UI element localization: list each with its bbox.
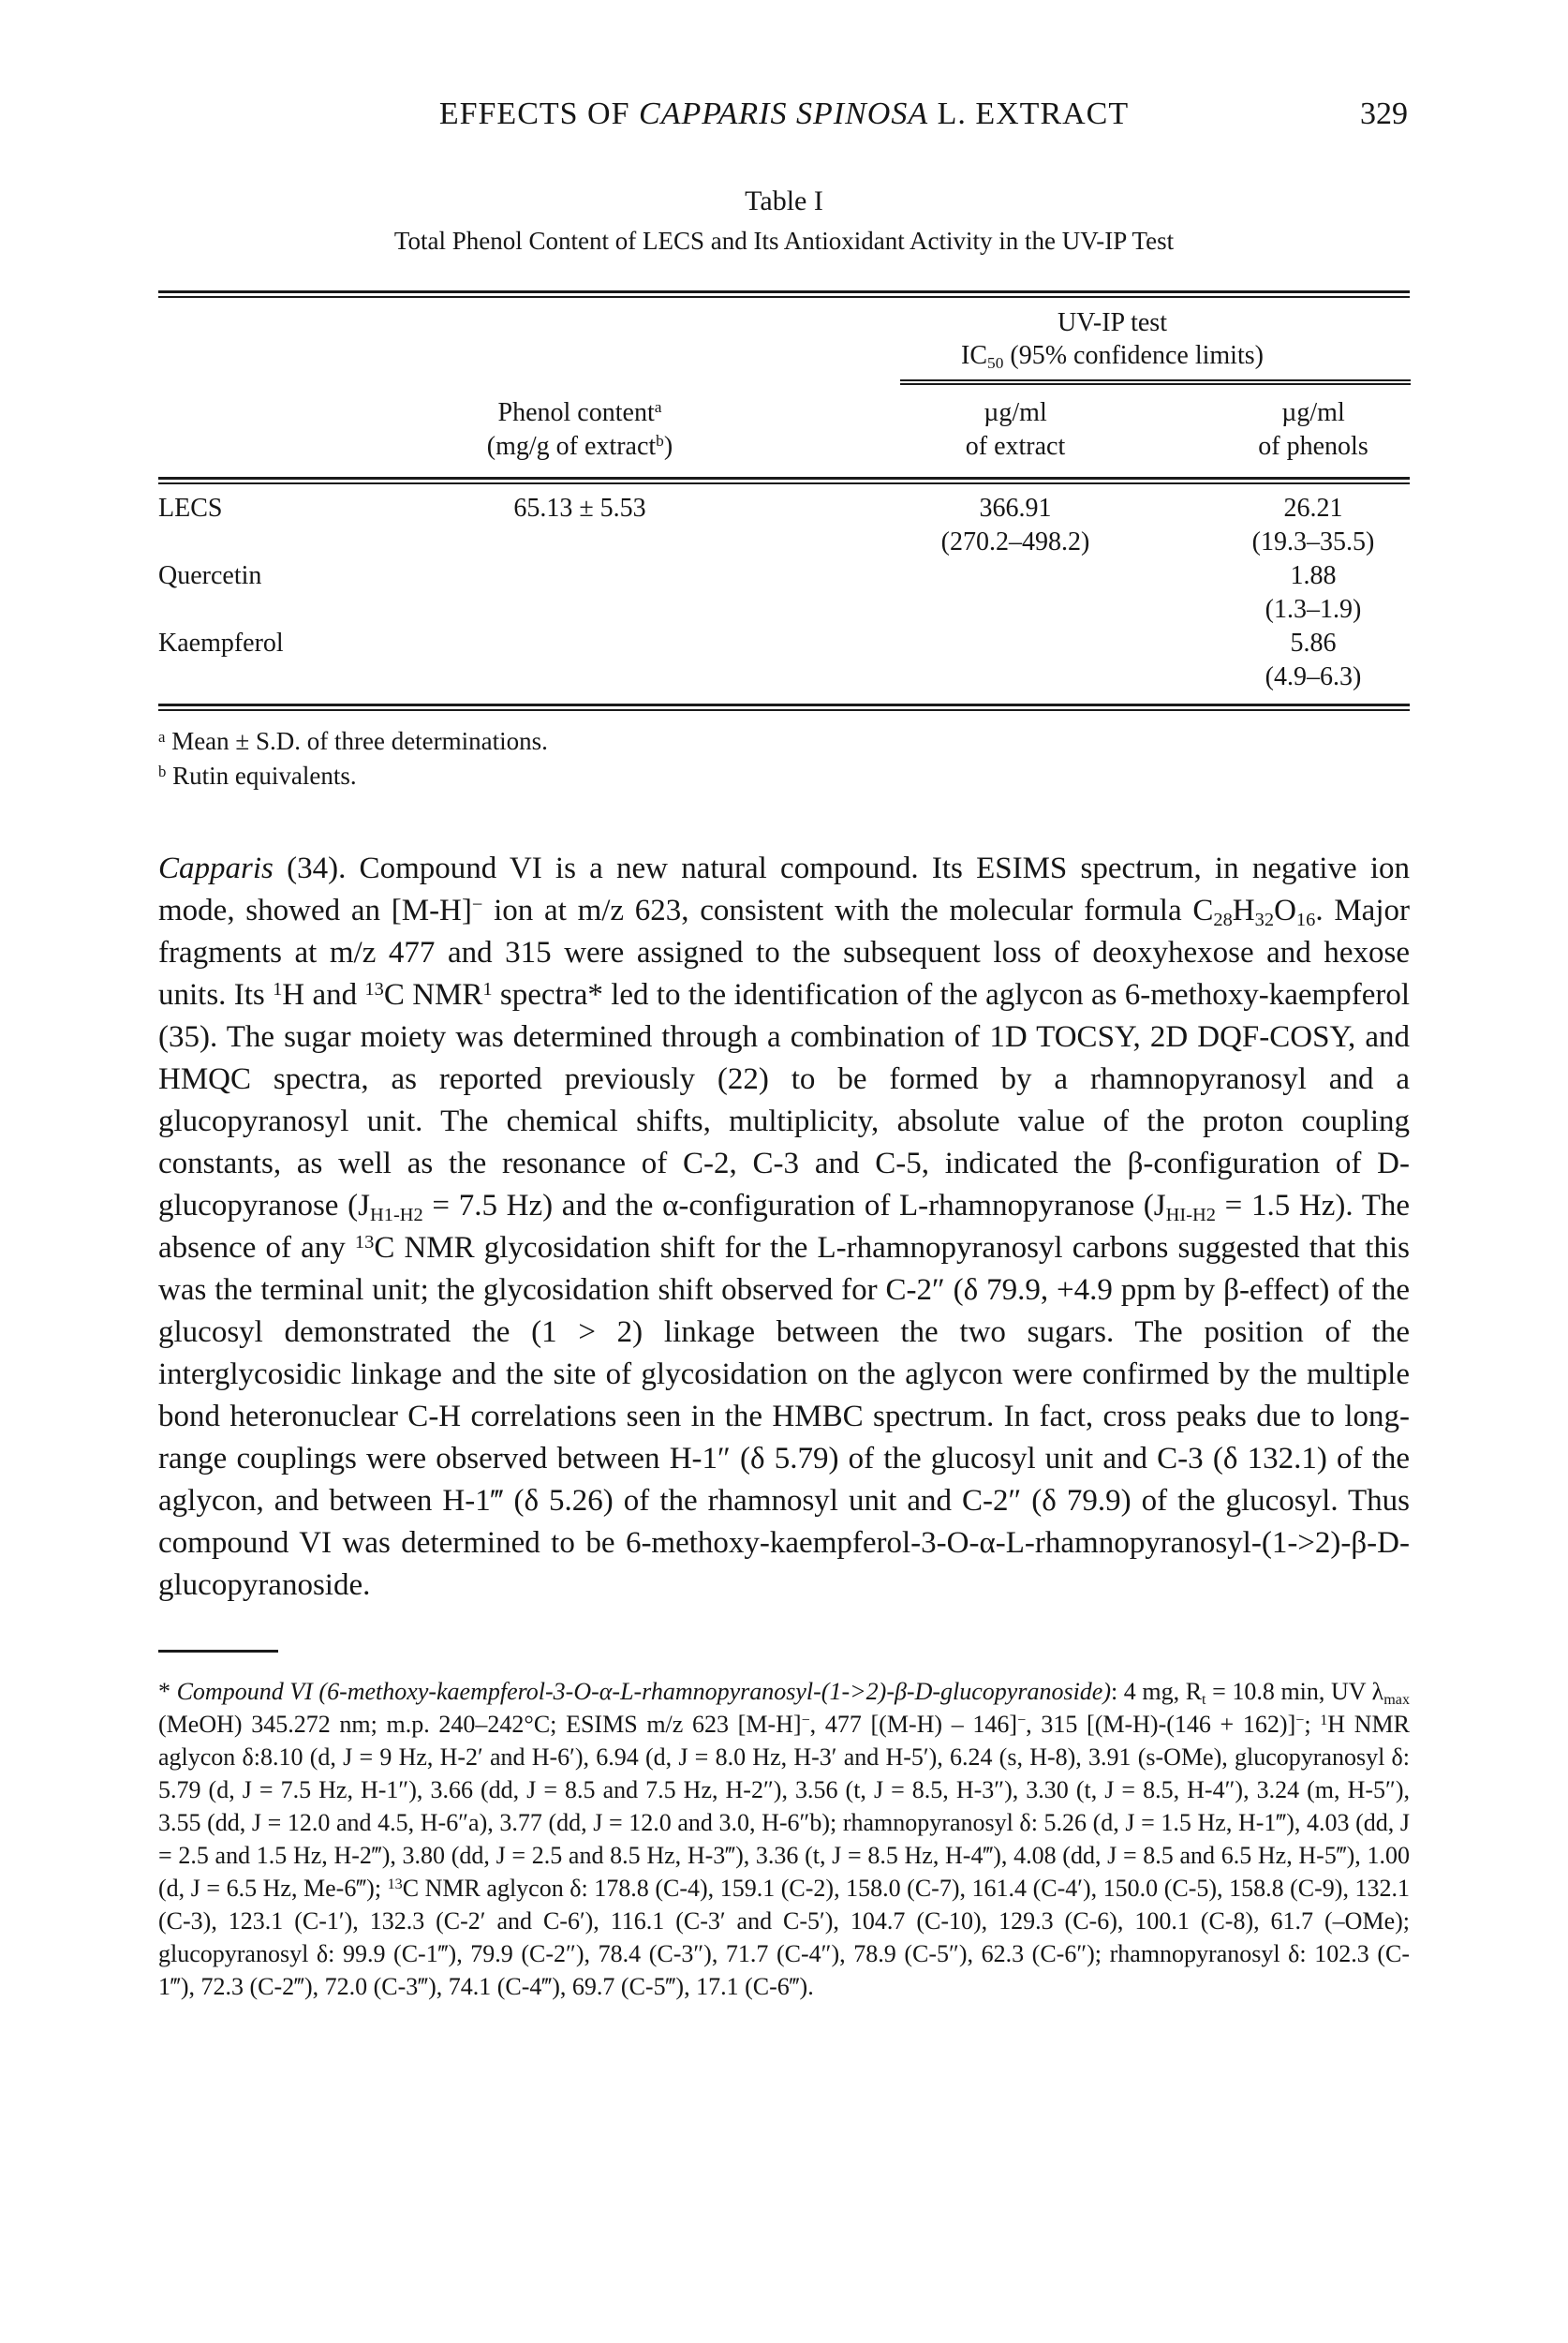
- row-ic50-phenols: [1217, 627, 1410, 694]
- table-row: [158, 559, 1410, 627]
- row-name: Quercetin: [158, 561, 262, 590]
- span-header-ic50: IC50 (95% confidence limits): [961, 341, 1264, 373]
- table-row: [158, 627, 1410, 694]
- row-ic50-extract: [814, 559, 1217, 627]
- column-header-phenol-content: [346, 396, 814, 464]
- ic50-extract-value: 366.91: [979, 494, 1052, 523]
- table-caption: Total Phenol Content of LECS and Its Antioxidant Activity in the UV-IP Test: [393, 227, 1175, 255]
- table-body: [158, 484, 1410, 704]
- table-header-rule: [158, 477, 1410, 484]
- table-footnote-a: $^a$ Mean ± S.D. of three determinations.: [158, 727, 548, 755]
- footnote-paragraph: * Compound VI (6-methoxy-kaempferol-3-O-α-L-rhamnopyranosyl-(1->2)-β-D-glucopyranoside): 4 mg, Rt = 10.8 min, UV λmax (MeOH) 345.272 nm; m.p. 240–242°C; ESIMS m/z 623 [M-H]−, 477 [(M-H) – 146]−, 315 [(M-H)-(146 + 162)]−; $^1$H NMR aglycon δ:8.10 (d, J = 9 Hz, H-2′ and H-6′), 6.94 (d, J = 8.0 Hz, H-3′ and H-5′), 6.24 (s, H-8), 3.91 (s-OMe), glucopyranosyl δ: 5.79 (d, J = 7.5 Hz, H-1″), 3.66 (dd, J = 8.5 and 7.5 Hz, H-2″), 3.56 (t, J = 8.5, H-3″), 3.30 (t, J = 8.5, H-4″), 3.24 (m, H-5″), 3.55 (dd, J = 12.0 and 4.5, H-6″a), 3.77 (dd, J = 12.0 and 3.0, H-6″b); rhamnopyranosyl δ: 5.26 (d, J = 1.5 Hz, H-1‴), 4.03 (dd, J = 2.5 and 1.5 Hz, H-2‴), 3.80 (dd, J = 2.5 and 8.5 Hz, H-3‴), 3.36 (t, J = 8.5 Hz, H-4‴), 4.08 (dd, J = 8.5 and 6.5 Hz, H-5‴), 1.00 (d, J = 6.5 Hz, Me-6‴); $^{13}$C NMR aglycon δ: 178.8 (C-4), 159.1 (C-2), 158.0 (C-7), 161.4 (C-4′), 150.0 (C-5), 158.8 (C-9), 132.1 (C-3), 123.1 (C-1′), 132.3 (C-2′ and C-6′), 116.1 (C-3′ and C-5′), 104.7 (C-10), 129.3 (C-6), 100.1 (C-8), 61.7 (–OMe); glucopyranosyl δ: 99.9 (C-1‴), 79.9 (C-2″), 78.4 (C-3″), 71.7 (C-4″), 78.9 (C-5″), 62.3 (C-6″); rhamnopyranosyl δ: 102.3 (C-1‴), 72.3 (C-2‴), 72.0 (C-3‴), 74.1 (C-4‴), 69.7 (C-5‴), 17.1 (C-6‴).: [158, 1678, 1411, 2000]
- ic50-extract-ci: (270.2–498.2): [940, 527, 1090, 556]
- table-bottom-rule: [158, 704, 1410, 711]
- column-header-ugml-phenols: [1217, 396, 1410, 464]
- row-phenol-content: 65.13 ± 5.53: [513, 494, 646, 523]
- body-paragraph: Capparis (34). Compound VI is a new natural compound. Its ESIMS spectrum, in negative ion mode, showed an [M-H]− ion at m/z 623, consistent with the molecular formula C28H32O16. Major fragments at m/z 477 and 315 were assigned to the subsequent loss of deoxyhexose and hexose units. Its $^1$H and $^{13}$C NMR$^1$ spectra* led to the identification of the aglycon as 6-methoxy-kaempferol (35). The sugar moiety was determined through a combination of 1D TOCSY, 2D DQF-COSY, and HMQC spectra, as reported previously (22) to be formed by a rhamnopyranosyl and a glucopyranosyl unit. The chemical shifts, multiplicity, absolute value of the proton coupling constants, as well as the resonance of C-2, C-3 and C-5, indicated the β-configuration of D-glucopyranose (JH1-H2 = 7.5 Hz) and the α-configuration of L-rhamnopyranose (JHI-H2 = 1.5 Hz). The absence of any $^{13}$C NMR glycosidation shift for the L-rhamnopyranosyl carbons suggested that this was the terminal unit; the glycosidation shift observed for C-2″ (δ 79.9, +4.9 ppm by β-effect) of the glucosyl demonstrated the (1 > 2) linkage between the two sugars. The position of the interglycosidic linkage and the site of glycosidation on the aglycon were confirmed by the multiple bond heteronuclear C-H correlations seen in the HMBC spectrum. In fact, cross peaks due to long-range couplings were observed between H-1″ (δ 5.79) of the glucosyl unit and C-3 (δ 132.1) of the aglycon, and between H-1‴ (δ 5.26) of the rhamnosyl unit and C-2″ (δ 79.9) of the glucosyl. Thus compound VI was determined to be 6-methoxy-kaempferol-3-O-α-L-rhamnopyranosyl-(1->2)-β-D-glucopyranoside.: [158, 852, 1410, 1602]
- table: [158, 290, 1410, 711]
- ic50-phenols-value: 1.88: [1290, 561, 1337, 590]
- page-number: 329: [1360, 96, 1408, 131]
- ic50-phenols-ci: (19.3–35.5): [1251, 527, 1375, 556]
- row-name: Kaempferol: [158, 629, 284, 658]
- table-section: [158, 184, 1410, 793]
- table-row: [158, 492, 1410, 559]
- column-header-phenol-line2: (mg/g of extract$^b$): [486, 432, 673, 461]
- column-header-ugml-extract: [814, 396, 1217, 464]
- table-column-headers: [158, 385, 1410, 477]
- span-header-test-name: UV-IP test: [1058, 308, 1167, 337]
- column-header-extract-line1: µg/ml: [984, 398, 1047, 427]
- ic50-phenols-value: 5.86: [1290, 629, 1337, 658]
- row-phenol-content: [346, 559, 814, 627]
- row-ic50-extract: [814, 627, 1217, 694]
- column-header-empty: [158, 396, 346, 464]
- ic50-phenols-ci: (4.9–6.3): [1265, 662, 1362, 691]
- column-header-phenol-line1: Phenol content$^a$: [497, 398, 662, 427]
- row-name: LECS: [158, 494, 223, 523]
- row-phenol-content: [346, 627, 814, 694]
- column-header-phenols-line1: µg/ml: [1281, 398, 1345, 427]
- table-footnotes: [158, 724, 1410, 793]
- column-header-extract-line2: of extract: [965, 432, 1066, 461]
- page-header: [158, 94, 1410, 135]
- row-ic50-phenols: [1217, 559, 1410, 627]
- ic50-phenols-value: 26.21: [1283, 494, 1343, 523]
- column-header-phenols-line2: of phenols: [1258, 432, 1368, 461]
- ic50-phenols-ci: (1.3–1.9): [1265, 595, 1362, 624]
- table-span-header: [814, 298, 1411, 385]
- row-ic50-extract: [814, 492, 1217, 559]
- footnote-rule: [158, 1650, 278, 1653]
- row-ic50-phenols: [1217, 492, 1410, 559]
- table-footnote-b: $^b$ Rutin equivalents.: [158, 762, 357, 790]
- table-label: Table I: [745, 185, 823, 216]
- table-top-rule: [158, 290, 1410, 298]
- page-title: EFFECTS OF CAPPARIS SPINOSA L. EXTRACT: [438, 96, 1130, 131]
